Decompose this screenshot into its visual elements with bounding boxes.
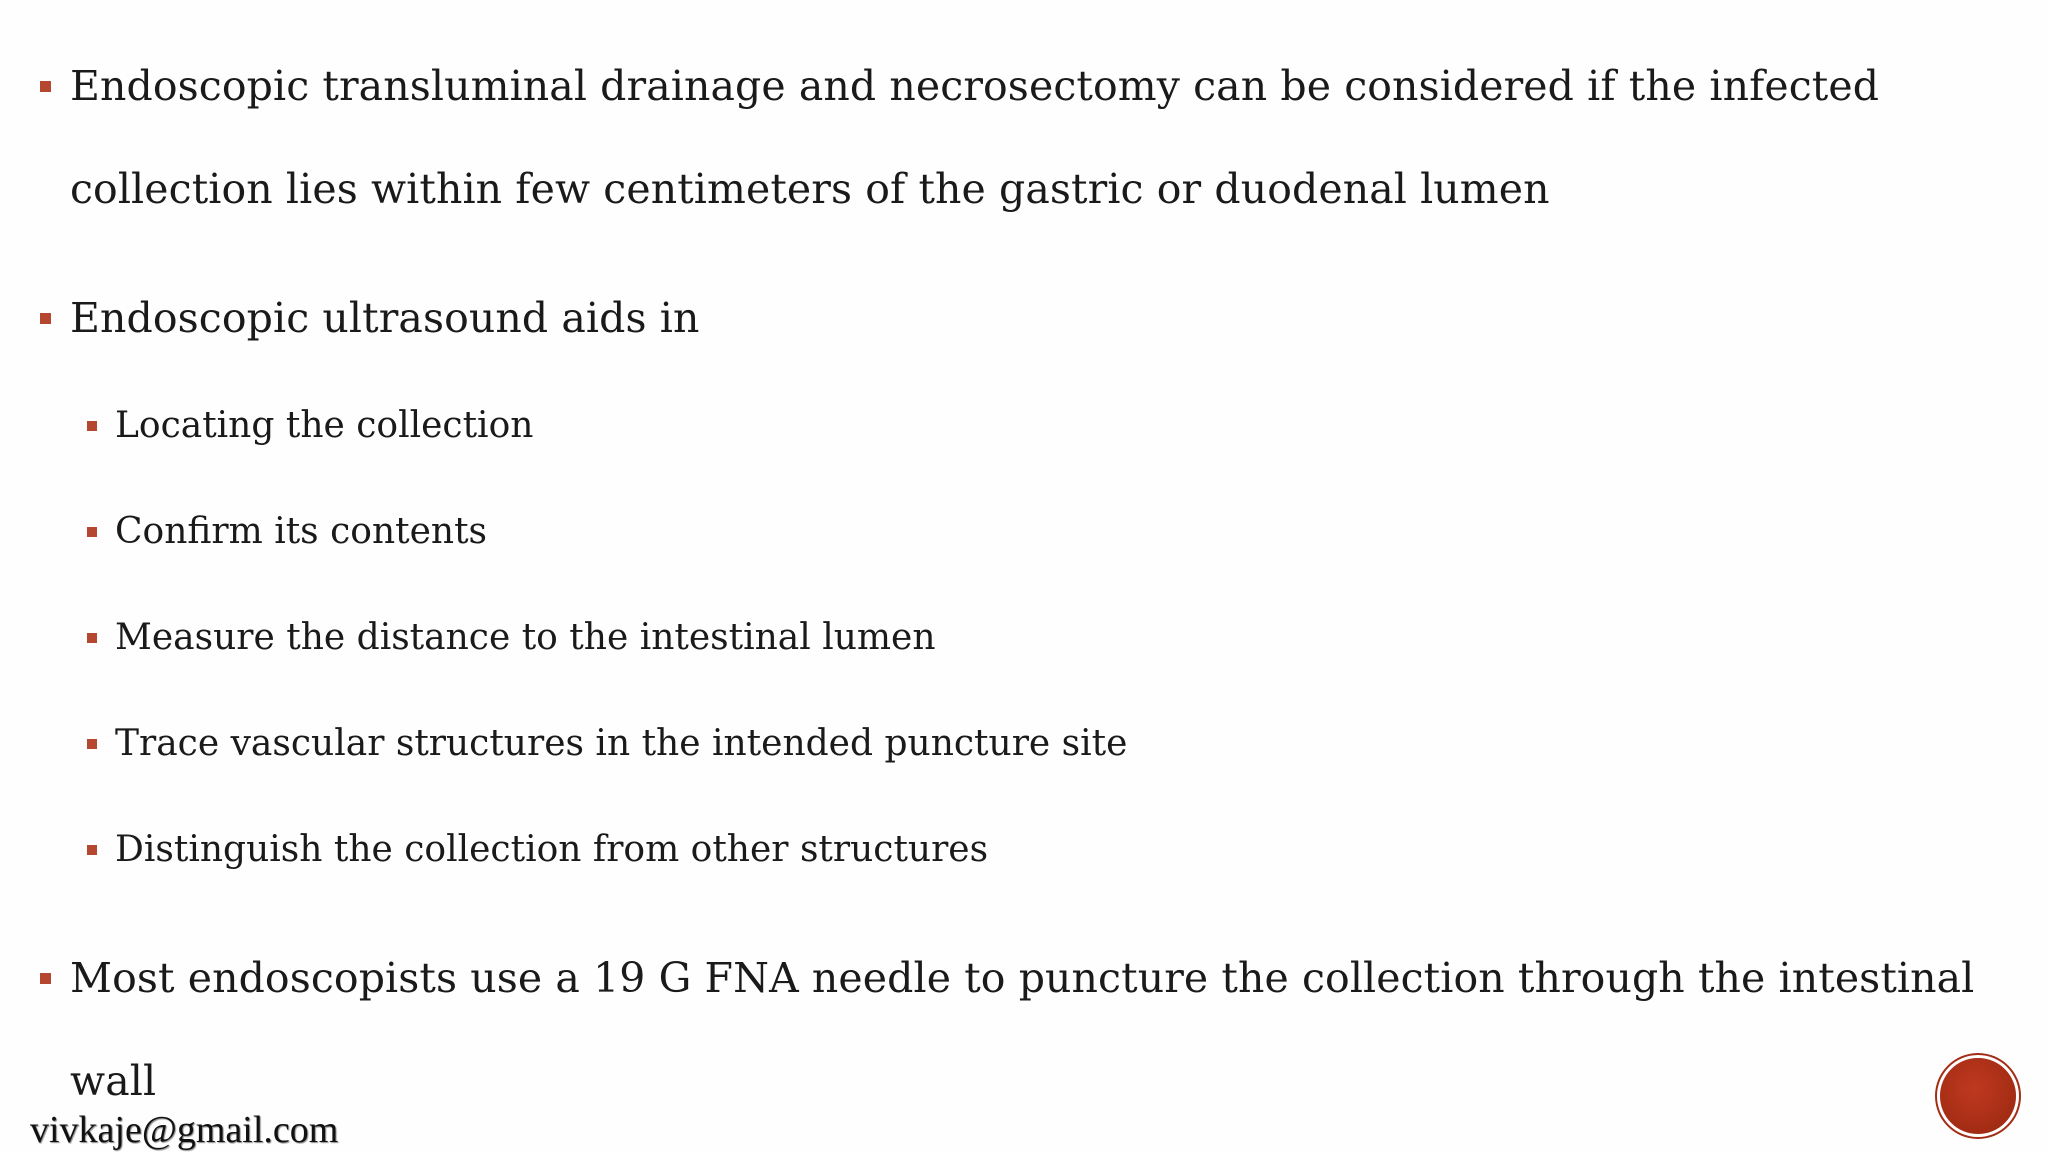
- square-bullet-icon: [87, 421, 97, 431]
- sub-bullet-item: [87, 714, 1127, 774]
- sub-bullet-text: Confirm its contents: [115, 511, 488, 552]
- square-bullet-icon: [87, 527, 97, 537]
- bullet-item: [40, 927, 2030, 1133]
- sub-bullet-item: [87, 396, 533, 456]
- square-bullet-icon: [87, 845, 97, 855]
- bullet-text: Endoscopic ultrasound aids in: [70, 294, 700, 342]
- sub-bullet-text: Trace vascular structures in the intended puncture site: [115, 723, 1128, 764]
- bullet-item: [40, 267, 1990, 370]
- square-bullet-icon: [87, 739, 97, 749]
- bullet-item: [40, 35, 1990, 241]
- square-bullet-icon: [40, 313, 51, 324]
- square-bullet-icon: [40, 973, 51, 984]
- sub-bullet-item: [87, 608, 936, 668]
- sub-bullet-text: Locating the collection: [115, 405, 534, 446]
- square-bullet-icon: [87, 633, 97, 643]
- sub-bullet-item: [87, 502, 487, 562]
- footer-email: vivkaje@gmail.com: [30, 1109, 339, 1151]
- sub-bullet-text: Measure the distance to the intestinal lumen: [115, 617, 936, 658]
- sub-bullet-text: Distinguish the collection from other structures: [115, 829, 989, 870]
- bullet-text: Endoscopic transluminal drainage and necrosectomy can be considered if the infected collection lies within few centimeters of the gastric or duodenal lumen: [70, 62, 1880, 213]
- bullet-text: Most endoscopists use a 19 G FNA needle to puncture the collection through the intestinal wall: [70, 954, 1975, 1105]
- square-bullet-icon: [40, 81, 51, 92]
- sub-bullet-item: [87, 820, 988, 880]
- slide-number-circle-icon: [1940, 1058, 2016, 1134]
